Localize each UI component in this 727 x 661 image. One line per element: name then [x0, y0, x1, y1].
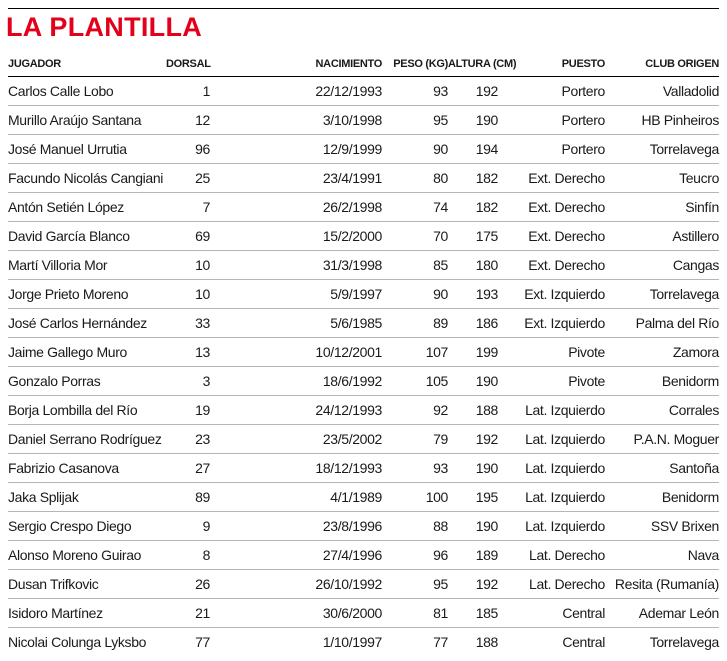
cell-peso: 105	[382, 367, 448, 396]
cell-dorsal: 12	[166, 106, 210, 135]
cell-jugador: Jaka Splijak	[8, 483, 166, 512]
table-row	[8, 164, 719, 193]
cell-club: Torrelavega	[605, 280, 719, 309]
cell-peso: 81	[382, 599, 448, 628]
roster-body	[8, 77, 719, 657]
cell-nacimiento: 12/9/1999	[210, 135, 382, 164]
cell-nacimiento: 31/3/1998	[210, 251, 382, 280]
col-header-altura: ALTURA (CM)	[448, 51, 498, 77]
cell-nacimiento: 5/6/1985	[210, 309, 382, 338]
cell-altura: 192	[448, 425, 498, 454]
table-row	[8, 425, 719, 454]
cell-altura: 188	[475, 634, 498, 650]
cell-peso: 88	[382, 512, 448, 541]
cell-jugador: Carlos Calle Lobo	[8, 77, 166, 106]
cell-dorsal: 10	[166, 280, 210, 309]
cell-dorsal: 26	[166, 570, 210, 599]
cell-jugador: Jorge Prieto Moreno	[8, 280, 166, 309]
cell-club: HB Pinheiros	[605, 106, 719, 135]
cell-jugador: Murillo Araújo Santana	[8, 106, 166, 135]
col-header-peso: PESO (KG)	[382, 51, 448, 77]
table-row	[8, 106, 719, 135]
cell-club: SSV Brixen	[605, 512, 719, 541]
cell-jugador: Isidoro Martínez	[8, 599, 166, 628]
cell-puesto: Ext. Derecho	[498, 251, 605, 280]
cell-peso: 92	[382, 396, 448, 425]
cell-club: Resita (Rumanía)	[605, 570, 719, 599]
table-row	[8, 135, 719, 164]
cell-puesto: Lat. Izquierdo	[498, 454, 605, 483]
cell-nacimiento: 5/9/1997	[210, 280, 382, 309]
cell-altura: 186	[448, 309, 498, 338]
table-row	[8, 77, 719, 106]
cell-nacimiento: 30/6/2000	[210, 599, 382, 628]
cell-jugador: Martí Villoria Mor	[8, 251, 166, 280]
table-row	[8, 367, 719, 396]
cell-puesto: Central	[562, 634, 605, 650]
cell-dorsal: 77	[195, 634, 210, 650]
cell-dorsal: 21	[166, 599, 210, 628]
cell-altura: 175	[448, 222, 498, 251]
cell-puesto: Lat. Izquierdo	[498, 396, 605, 425]
cell-club: Cangas	[605, 251, 719, 280]
cell-altura: 190	[448, 106, 498, 135]
roster-table	[8, 51, 719, 656]
cell-peso: 90	[382, 135, 448, 164]
cell-altura: 190	[448, 512, 498, 541]
cell-club: Sinfín	[605, 193, 719, 222]
cell-altura: 182	[448, 164, 498, 193]
cell-dorsal: 10	[166, 251, 210, 280]
cell-puesto: Ext. Derecho	[498, 193, 605, 222]
cell-altura: 189	[448, 541, 498, 570]
cell-club: Astillero	[605, 222, 719, 251]
cell-altura: 194	[448, 135, 498, 164]
cell-jugador: Sergio Crespo Diego	[8, 512, 166, 541]
cell-dorsal: 27	[166, 454, 210, 483]
table-row	[8, 570, 719, 599]
cell-peso: 93	[382, 77, 448, 106]
cell-peso: 107	[382, 338, 448, 367]
cell-club: Zamora	[605, 338, 719, 367]
cell-puesto: Portero	[498, 77, 605, 106]
table-row	[8, 599, 719, 628]
cell-club: P.A.N. Moguer	[605, 425, 719, 454]
cell-peso: 90	[382, 280, 448, 309]
col-header-jugador: JUGADOR	[8, 51, 166, 77]
cell-puesto: Lat. Izquierdo	[498, 425, 605, 454]
table-row	[8, 541, 719, 570]
table-row	[8, 512, 719, 541]
table-row	[8, 193, 719, 222]
cell-nacimiento: 23/5/2002	[210, 425, 382, 454]
cell-dorsal: 9	[166, 512, 210, 541]
cell-dorsal: 33	[166, 309, 210, 338]
cell-nacimiento: 26/2/1998	[210, 193, 382, 222]
cell-jugador: Antón Setién López	[8, 193, 166, 222]
cell-dorsal: 96	[166, 135, 210, 164]
cell-nacimiento: 3/10/1998	[210, 106, 382, 135]
cell-jugador: José Carlos Hernández	[8, 309, 166, 338]
cell-jugador: Fabrizio Casanova	[8, 454, 166, 483]
cell-puesto: Lat. Izquierdo	[498, 483, 605, 512]
table-row	[8, 454, 719, 483]
cell-altura: 190	[448, 454, 498, 483]
cell-nacimiento: 27/4/1996	[210, 541, 382, 570]
cell-dorsal: 23	[166, 425, 210, 454]
cell-dorsal: 89	[166, 483, 210, 512]
cell-club: Teucro	[605, 164, 719, 193]
cell-dorsal: 7	[166, 193, 210, 222]
cell-peso: 96	[382, 541, 448, 570]
col-header-dorsal: DORSAL	[166, 51, 210, 77]
cell-nacimiento: 26/10/1992	[210, 570, 382, 599]
cell-altura: 180	[448, 251, 498, 280]
cell-peso: 79	[382, 425, 448, 454]
table-row	[8, 280, 719, 309]
cell-puesto: Lat. Derecho	[498, 570, 605, 599]
table-row	[8, 396, 719, 425]
cell-club: Torrelavega	[605, 135, 719, 164]
cell-peso: 89	[382, 309, 448, 338]
cell-altura: 188	[448, 396, 498, 425]
cell-puesto: Ext. Derecho	[498, 222, 605, 251]
cell-jugador: David García Blanco	[8, 222, 166, 251]
cell-club: Torrelavega	[649, 634, 719, 650]
cell-peso: 80	[382, 164, 448, 193]
cell-dorsal: 69	[166, 222, 210, 251]
cell-peso: 95	[382, 570, 448, 599]
cell-altura: 195	[448, 483, 498, 512]
cell-jugador: Jaime Gallego Muro	[8, 338, 166, 367]
roster-header	[8, 51, 719, 77]
cell-puesto: Portero	[498, 135, 605, 164]
cell-peso: 77	[433, 634, 448, 650]
table-row	[8, 483, 719, 512]
cell-puesto: Lat. Izquierdo	[498, 512, 605, 541]
cell-nacimiento: 23/8/1996	[210, 512, 382, 541]
cell-puesto: Ext. Izquierdo	[498, 309, 605, 338]
cell-jugador: Nicolai Colunga Lyksbo	[8, 634, 147, 650]
cell-nacimiento: 4/1/1989	[210, 483, 382, 512]
cell-peso: 85	[382, 251, 448, 280]
cell-club: Ademar León	[605, 599, 719, 628]
cell-peso: 74	[382, 193, 448, 222]
cell-jugador: Dusan Trifkovic	[8, 570, 166, 599]
cell-club: Palma del Río	[605, 309, 719, 338]
page-title: LA PLANTILLA	[6, 12, 203, 42]
cell-club: Benidorm	[605, 483, 719, 512]
cell-club: Santoña	[605, 454, 719, 483]
cell-nacimiento: 24/12/1993	[210, 396, 382, 425]
cell-nacimiento: 22/12/1993	[210, 77, 382, 106]
cell-dorsal: 1	[166, 77, 210, 106]
cell-jugador: Gonzalo Porras	[8, 367, 166, 396]
cell-puesto: Portero	[498, 106, 605, 135]
table-row	[8, 309, 719, 338]
col-header-club: CLUB ORIGEN	[605, 51, 719, 77]
cell-peso: 100	[382, 483, 448, 512]
cell-club: Valladolid	[605, 77, 719, 106]
cell-dorsal: 8	[166, 541, 210, 570]
cell-dorsal: 13	[166, 338, 210, 367]
cell-dorsal: 3	[166, 367, 210, 396]
top-rule	[8, 8, 719, 9]
cell-club: Nava	[605, 541, 719, 570]
cell-nacimiento: 23/4/1991	[210, 164, 382, 193]
cell-peso: 93	[382, 454, 448, 483]
cell-puesto: Ext. Izquierdo	[498, 280, 605, 309]
cell-peso: 95	[382, 106, 448, 135]
table-row	[8, 251, 719, 280]
table-row	[8, 628, 719, 657]
cell-nacimiento: 15/2/2000	[210, 222, 382, 251]
cell-altura: 192	[448, 77, 498, 106]
cell-jugador: Daniel Serrano Rodríguez	[8, 425, 166, 454]
cell-altura: 199	[448, 338, 498, 367]
cell-jugador: Facundo Nicolás Cangiani	[8, 164, 166, 193]
cell-altura: 193	[448, 280, 498, 309]
cell-club: Corrales	[605, 396, 719, 425]
cell-dorsal: 25	[166, 164, 210, 193]
cell-nacimiento: 10/12/2001	[210, 338, 382, 367]
cell-peso: 70	[382, 222, 448, 251]
cell-altura: 190	[448, 367, 498, 396]
cell-puesto: Pivote	[498, 367, 605, 396]
cell-nacimiento: 1/10/1997	[322, 634, 382, 650]
cell-puesto: Central	[498, 599, 605, 628]
col-header-puesto: PUESTO	[498, 51, 605, 77]
cell-altura: 192	[448, 570, 498, 599]
cell-nacimiento: 18/12/1993	[210, 454, 382, 483]
cell-puesto: Pivote	[498, 338, 605, 367]
cell-jugador: José Manuel Urrutia	[8, 135, 166, 164]
col-header-nacimiento: NACIMIENTO	[210, 51, 382, 77]
cell-jugador: Alonso Moreno Guirao	[8, 541, 166, 570]
cell-club: Benidorm	[605, 367, 719, 396]
header-row	[8, 51, 719, 77]
cell-jugador: Borja Lombilla del Río	[8, 396, 166, 425]
cell-puesto: Lat. Derecho	[498, 541, 605, 570]
cell-puesto: Ext. Derecho	[498, 164, 605, 193]
table-row	[8, 338, 719, 367]
table-row	[8, 222, 719, 251]
cell-dorsal: 19	[166, 396, 210, 425]
cell-nacimiento: 18/6/1992	[210, 367, 382, 396]
cell-altura: 185	[448, 599, 498, 628]
cell-altura: 182	[448, 193, 498, 222]
